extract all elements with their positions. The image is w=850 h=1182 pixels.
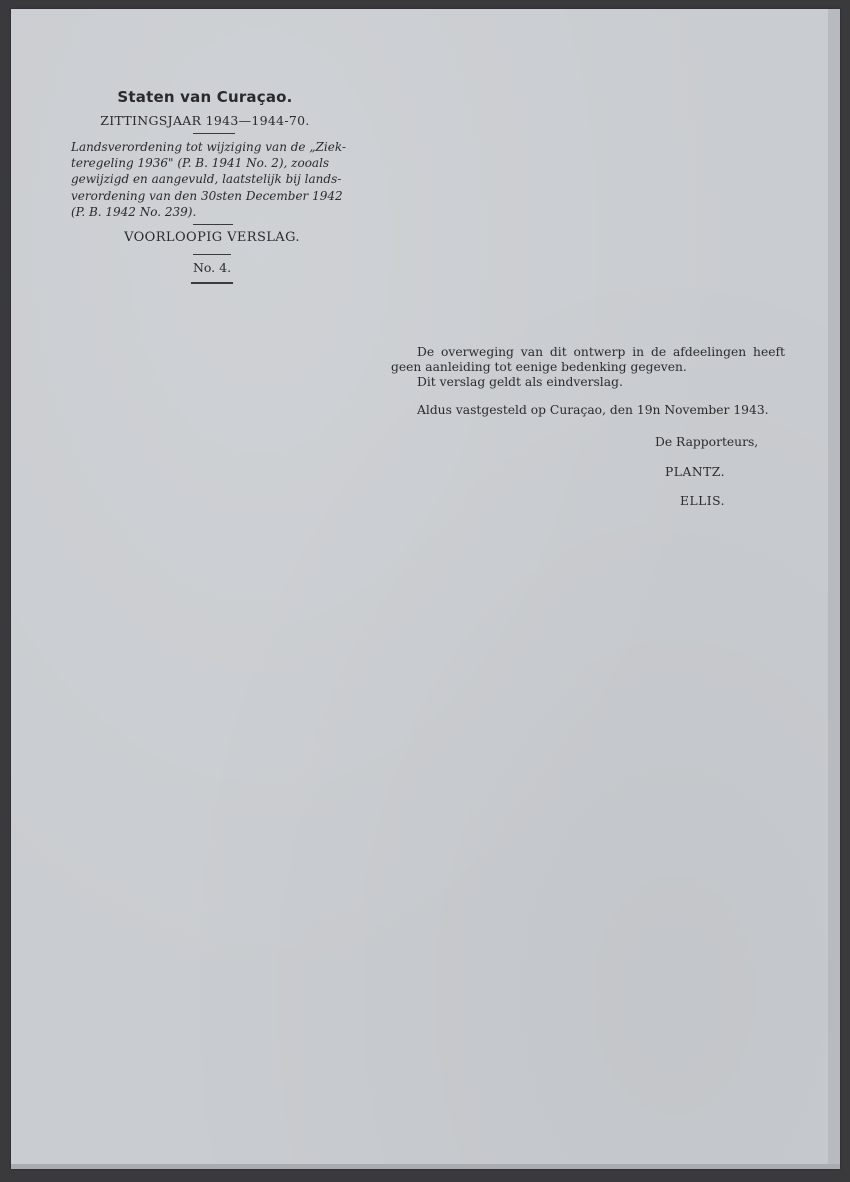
- paragraph-line: De overweging van dit ontwerp in de afdeelingen heeft: [417, 345, 785, 359]
- subject-line: (P. B. 1942 No. 239).: [71, 204, 197, 219]
- rapporteurs-label: De Rapporteurs,: [655, 435, 759, 449]
- divider-rule: [193, 133, 235, 134]
- subject-line: verordening van den 30sten December 1942: [71, 188, 343, 203]
- subject-line: gewijzigd en aangevuld, laatstelijk bij lands-: [71, 172, 342, 187]
- page-edge: [828, 9, 840, 1169]
- report-number: No. 4.: [192, 260, 232, 275]
- paragraph-line: geen aanleiding tot eenige bedenking gegeven.: [391, 359, 687, 374]
- divider-rule: [191, 282, 233, 284]
- signatory-name: ELLIS.: [680, 494, 726, 508]
- report-title: VOORLOOPIG VERSLAG.: [124, 230, 300, 245]
- subject-line: Landsverordening tot wijziging van de „Ziek-: [71, 140, 346, 154]
- conclusion-line: Dit verslag geldt als eindverslag.: [417, 374, 623, 389]
- adoption-statement: Aldus vastgesteld op Curaçao, den 19n November 1943.: [417, 403, 769, 417]
- bill-subject: [71, 139, 355, 220]
- divider-rule: [193, 254, 231, 255]
- report-body: [391, 345, 785, 389]
- page-bottom-edge: [11, 1164, 840, 1169]
- subject-line: teregeling 1936" (P. B. 1941 No. 2), zooals: [71, 156, 330, 171]
- assembly-title: Staten van Curaçao.: [117, 88, 293, 106]
- signatory-name: PLANTZ.: [665, 465, 726, 479]
- session-year: ZITTINGSJAAR 1943—1944-70.: [100, 113, 310, 128]
- divider-rule: [193, 224, 233, 225]
